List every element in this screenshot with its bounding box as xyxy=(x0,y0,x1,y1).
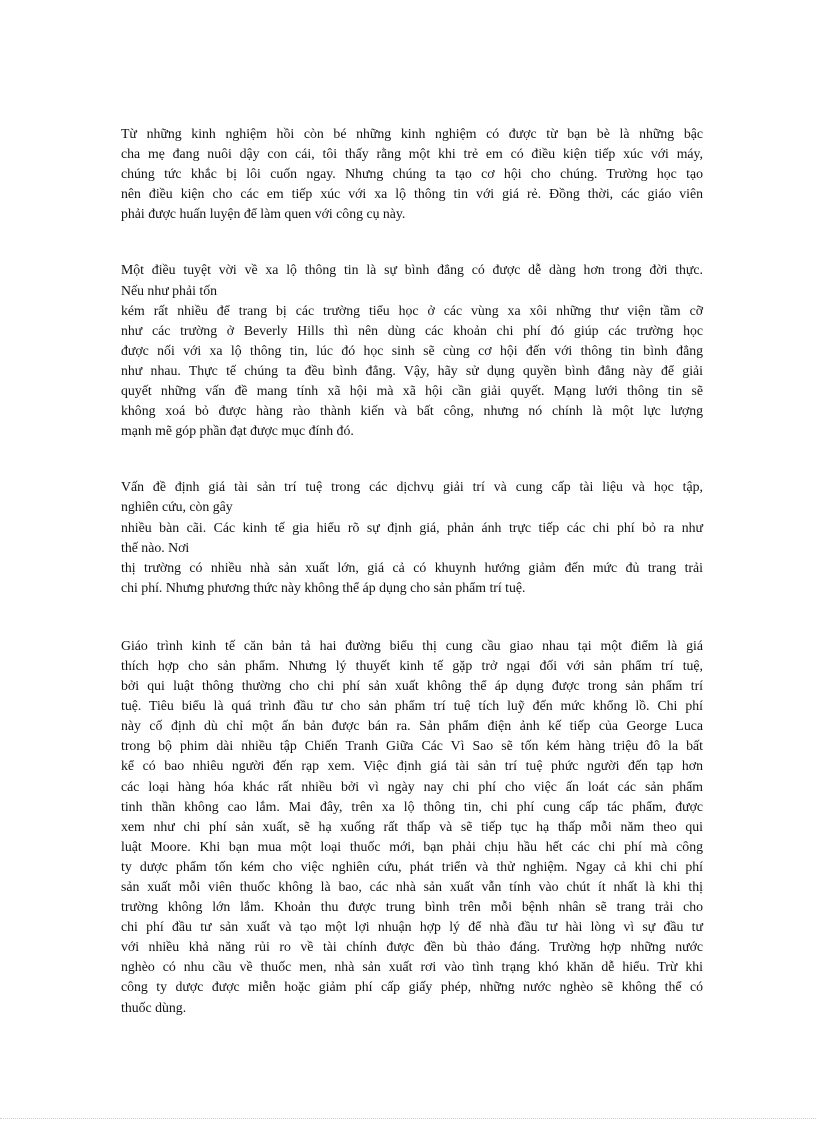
text-line: các loại hàng hóa khác rất nhiều bởi vì ngày nay chi phí cho việc ấn loát các sản phẩm xyxy=(121,778,703,794)
text-line: công ty dược được miễn hoặc giảm phí cấp giấy phép, những nước nghèo sẽ không thể có xyxy=(121,979,703,995)
text-line: cha mẹ đang nuôi dậy con cái, tôi thấy rằng một khi trẻ em có điều kiện tiếp xúc với máy, xyxy=(121,146,703,162)
text-line: thị trường có nhiều nhà sản xuất lớn, giá cả có khuynh hướng giảm đến mức đủ trang trải xyxy=(121,559,703,575)
text-line: phải được huấn luyện để làm quen với công cụ này. xyxy=(121,206,406,222)
paragraph-children-access xyxy=(121,124,703,224)
text-line: này cố định dù chỉ một ấn bản được bán ra. Sản phẩm điện ảnh kế tiếp của George Luca xyxy=(121,718,703,734)
text-line: Giáo trình kinh tế căn bản tả hai đường biểu thị cung cầu giao nhau tại một điểm là giá xyxy=(121,637,703,653)
paragraph-spacer xyxy=(121,441,703,477)
text-line: được nối với xa lộ thông tin, lúc đó học sinh sẽ cùng cơ hội đến với thông tin bình đẳng xyxy=(121,342,703,358)
text-line: thích hợp cho sản phẩm. Nhưng lý thuyết kinh tế gặp trở ngại đối với sản phẩm trí tuệ, xyxy=(121,657,703,673)
paragraph-economics xyxy=(121,636,703,1018)
text-line: tuệ. Tiêu biểu là quá trình đầu tư cho sản phẩm trí tuệ tích luỹ đến mức khổng lồ. Chi phí xyxy=(121,698,703,714)
text-line: như các trường ở Beverly Hills thì nên dùng các khoản chi phí đó giúp các trường học xyxy=(121,322,703,338)
paragraph-ip-pricing xyxy=(121,477,703,598)
text-line: tinh thần không cao lắm. Mai đây, trên xa lộ thông tin, chi phí cung cấp tác phẩm, được xyxy=(121,798,703,814)
text-line: ty dược phẩm tốn kém cho việc nghiên cứu, phát triển và thử nghiệm. Ngay cả khi chi phí xyxy=(121,858,703,874)
text-line: thế nào. Nơi xyxy=(121,539,190,555)
paragraph-spacer xyxy=(121,598,703,636)
text-line: Một điều tuyệt vời về xa lộ thông tin là sự bình đẳng có được dễ dàng hơn trong đời thực. xyxy=(121,262,703,278)
text-line: thuốc dùng. xyxy=(121,999,187,1015)
text-line: Vấn đề định giá tài sản trí tuệ trong các dịchvụ giải trí và cung cấp tài liệu và học tập, xyxy=(121,479,703,495)
text-line: như nhau. Thực tế chúng ta đều bình đẳng. Vậy, hãy sử dụng quyền bình đẳng này để giải xyxy=(121,362,703,378)
text-line: nhiều bàn cãi. Các kinh tế gia hiểu rõ sự định giá, phản ánh trực tiếp các chi phí bỏ ra như xyxy=(121,519,703,535)
text-line: trường không lớn lắm. Khoản thu được trung bình trên mỗi bệnh nhân sẽ trang trải cho xyxy=(121,899,703,915)
text-line: bởi qui luật thông thường cho chi phí sản xuất không thể áp dụng được trong sản phẩm trí xyxy=(121,678,703,694)
text-line: mạnh mẽ góp phần đạt được mục đính đó. xyxy=(121,423,354,439)
text-line: với nhiều khả năng rủi ro về tài chính được đền bù thảo đáng. Trường hợp những nước xyxy=(121,939,703,955)
text-line: quyết những vấn đề mang tính xã hội mà xã hội cần giải quyết. Mạng lưới thông tin sẽ xyxy=(121,383,703,399)
text-line: nên điều kiện cho các em tiếp xúc với xa lộ thông tin với giá rẻ. Đồng thời, các giáo viên xyxy=(121,186,703,202)
document-body xyxy=(121,124,703,1018)
page-bottom-border xyxy=(0,1118,816,1119)
paragraph-equality xyxy=(121,260,703,441)
text-line: sản xuất mỗi viên thuốc không là bao, các nhà sản xuất vẫn tính vào chút ít nhất là khi thị xyxy=(121,879,703,894)
text-line: Từ những kinh nghiệm hồi còn bé những kinh nghiệm có được từ bạn bè là những bậc xyxy=(121,126,703,141)
text-line: kém rất nhiều để trang bị các trường tiểu học ở các vùng xa xôi những thư viện tầm cỡ xyxy=(121,302,703,318)
text-line: xem như chi phí sản xuất, sẽ hạ xuống rất thấp và sẽ tiếp tục hạ thấp mỗi năm theo qui xyxy=(121,818,703,834)
text-line: chúng tức khắc bị lôi cuốn ngay. Nhưng chúng ta tạo cơ hội cho chúng. Trường học tạo xyxy=(121,166,703,182)
text-line: kể có bao nhiêu người đến rạp xem. Việc định giá tài sản trí tuệ phức người đến tạp hơn xyxy=(121,758,703,774)
text-line: nghiên cứu, còn gây xyxy=(121,499,233,515)
text-line: chi phí. Nhưng phương thức này không thể áp dụng cho sản phẩm trí tuệ. xyxy=(121,579,526,595)
text-line: luật Moore. Khi bạn mua một loại thuốc mới, bạn phải chịu hầu hết các chi phí mà công xyxy=(121,838,703,854)
paragraph-spacer xyxy=(121,224,703,260)
text-line: Nếu như phải tốn xyxy=(121,282,217,298)
text-line: không xoá bỏ được hàng rào thành kiến và bất công, nhưng nó chính là một lực lượng xyxy=(121,403,703,419)
text-line: nghèo có nhu cầu về thuốc men, nhà sản xuất rơi vào tình trạng khó khăn dễ hiểu. Trừ khi xyxy=(121,959,703,975)
text-line: chi phí đầu tư sản xuất và tạo một lợi nhuận hợp lý để nhà đầu tư hài lòng vì sự đầu tư xyxy=(121,919,703,935)
text-line: trong bộ phim dài nhiều tập Chiến Tranh Giữa Các Vì Sao sẽ tốn kém hàng triệu đô la bất xyxy=(121,738,703,754)
